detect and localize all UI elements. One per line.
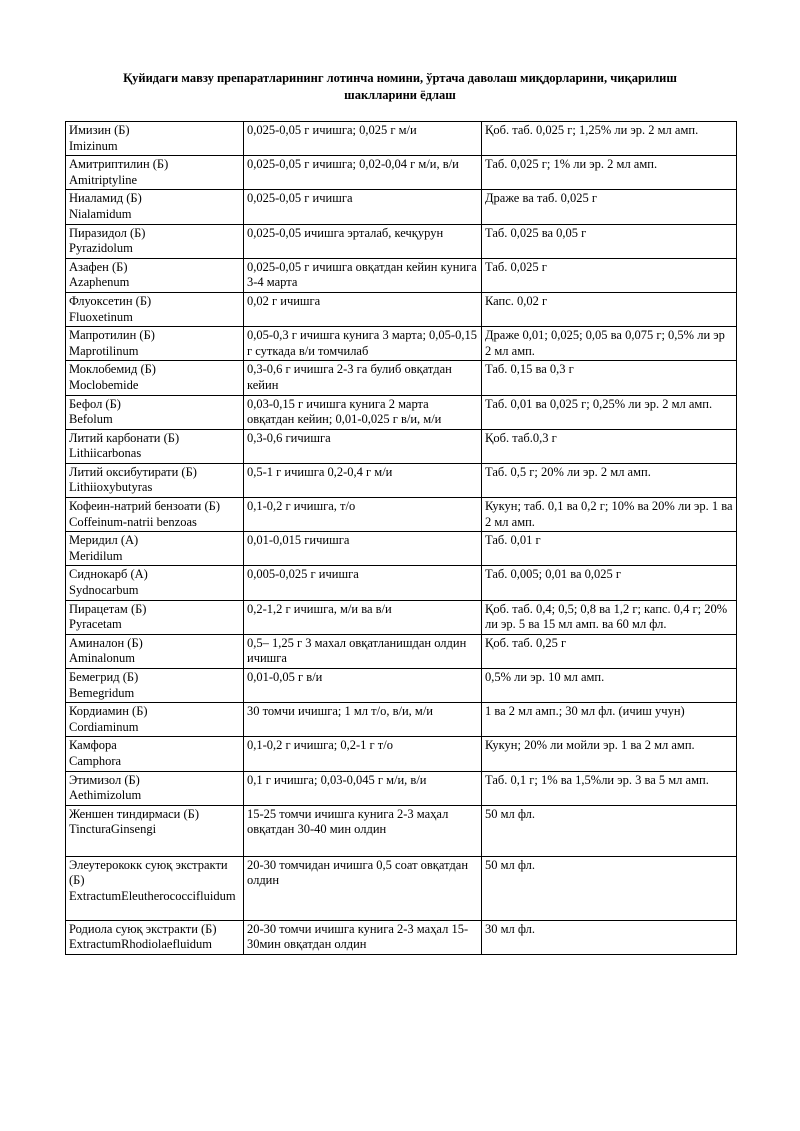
- drug-name: Бемегрид (Б): [69, 670, 139, 684]
- form-cell: Кукун; 20% ли мойли эр. 1 ва 2 мл амп.: [482, 737, 737, 771]
- dose-cell: 0,025-0,05 г ичишга овқатдан кейин кунига 3-4 марта: [244, 258, 482, 292]
- drug-name-cell: [66, 292, 244, 326]
- form-cell: Таб. 0,025 ва 0,05 г: [482, 224, 737, 258]
- drug-latin-name: Pyracetam: [69, 617, 122, 632]
- dose-cell: 0,025-0,05 г ичишга; 0,025 г м/и: [244, 122, 482, 156]
- table-row: [66, 292, 737, 326]
- dose-cell: 0,3-0,6 гичишга: [244, 429, 482, 463]
- table-row: [66, 463, 737, 497]
- dose-cell: 20-30 томчи ичишга кунига 2-3 маҳал 15-30мин овқатдан олдин: [244, 920, 482, 954]
- dose-cell: 0,01-0,015 гичишга: [244, 532, 482, 566]
- drug-name: Бефол (Б): [69, 396, 121, 411]
- dose-cell: 0,05-0,3 г ичишга кунига 3 марта; 0,05-0,15 г суткада в/и томчилаб: [244, 327, 482, 361]
- dose-cell: 0,1 г ичишга; 0,03-0,045 г м/и, в/и: [244, 771, 482, 805]
- drug-latin-name: Bemegridum: [69, 685, 135, 700]
- table-row: [66, 395, 737, 429]
- drug-latin-name: Azaphenum: [69, 275, 130, 290]
- drug-name-cell: [66, 771, 244, 805]
- drug-name-cell: [66, 600, 244, 634]
- drug-latin-name: Maprotilinum: [69, 343, 139, 358]
- drug-name-cell: [66, 805, 244, 856]
- table-row: [66, 669, 737, 703]
- drug-name: Камфора: [69, 738, 117, 753]
- drug-name-cell: [66, 361, 244, 395]
- drug-name: Родиола суюқ экстракти (Б): [69, 921, 217, 936]
- form-cell: Қоб. таб. 0,4; 0,5; 0,8 ва 1,2 г; капс. 0,4 г; 20% ли эр. 5 ва 15 мл амп. ва 60 мл фл.: [482, 600, 737, 634]
- drug-name-cell: [66, 634, 244, 668]
- drug-name: Кордиамин (Б): [69, 704, 148, 719]
- drug-latin-name: ExtractumEleutherococcifluidum: [69, 888, 236, 903]
- table-row: [66, 737, 737, 771]
- drug-latin-name: Lithiicarbonas: [69, 446, 142, 461]
- form-cell: Кукун; таб. 0,1 ва 0,2 г; 10% ва 20% ли эр. 1 ва 2 мл амп.: [482, 498, 737, 532]
- dose-cell: 0,03-0,15 г ичишга кунига 2 марта овқатдан кейин; 0,01-0,025 г в/и, м/и: [244, 395, 482, 429]
- drug-name: Амитриптилин (Б): [69, 157, 169, 172]
- drug-name: Литий карбонати (Б): [69, 430, 180, 445]
- drug-latin-name: Camphora: [69, 753, 122, 768]
- table-row: [66, 600, 737, 634]
- form-cell: 50 мл фл.: [482, 805, 737, 856]
- drug-name-cell: [66, 703, 244, 737]
- table-row: [66, 122, 737, 156]
- table-row: [66, 327, 737, 361]
- drug-latin-name: Pyrazidolum: [69, 241, 133, 256]
- table-row: [66, 856, 737, 920]
- drug-name: Пиразидол (Б): [69, 225, 146, 240]
- table-row: [66, 190, 737, 224]
- drug-name-cell: [66, 156, 244, 190]
- form-cell: Драже 0,01; 0,025; 0,05 ва 0,075 г; 0,5% ли эр 2 мл амп.: [482, 327, 737, 361]
- table-row: [66, 156, 737, 190]
- drug-latin-name: Fluoxetinum: [69, 309, 133, 324]
- form-cell: Драже ва таб. 0,025 г: [482, 190, 737, 224]
- drug-name: Имизин (Б): [69, 123, 130, 137]
- form-cell: Қоб. таб. 0,025 г; 1,25% ли эр. 2 мл амп.: [482, 122, 737, 156]
- drug-name-cell: [66, 395, 244, 429]
- dose-cell: 0,2-1,2 г ичишга, м/и ва в/и: [244, 600, 482, 634]
- dose-cell: 0,025-0,05 ичишга эрталаб, кечқурун: [244, 224, 482, 258]
- drug-name: Ниаламид (Б): [69, 191, 142, 206]
- form-cell: 30 мл фл.: [482, 920, 737, 954]
- dose-cell: 0,025-0,05 г ичишга: [244, 190, 482, 224]
- dose-cell: 0,005-0,025 г ичишга: [244, 566, 482, 600]
- drug-name-cell: [66, 737, 244, 771]
- drug-name-cell: [66, 429, 244, 463]
- drug-latin-name: Moclobemide: [69, 377, 139, 392]
- drug-latin-name: Lithiioxybutyras: [69, 480, 153, 495]
- dose-cell: 0,3-0,6 г ичишга 2-3 га булиб овқатдан кейин: [244, 361, 482, 395]
- form-cell: Таб. 0,15 ва 0,3 г: [482, 361, 737, 395]
- table-row: [66, 361, 737, 395]
- form-cell: Таб. 0,005; 0,01 ва 0,025 г: [482, 566, 737, 600]
- drug-name-cell: [66, 258, 244, 292]
- drug-name: Флуоксетин (Б): [69, 293, 152, 308]
- form-cell: Қоб. таб. 0,25 г: [482, 634, 737, 668]
- drug-name-cell: [66, 122, 244, 156]
- drug-name-cell: [66, 566, 244, 600]
- drug-name: Меридил (А): [69, 533, 139, 548]
- drug-name: Аминалон (Б): [69, 635, 143, 650]
- table-row: [66, 429, 737, 463]
- drug-latin-name: Aethimizolum: [69, 788, 142, 803]
- form-cell: Таб. 0,025 г; 1% ли эр. 2 мл амп.: [482, 156, 737, 190]
- drug-latin-name: ExtractumRhodiolaefluidum: [69, 937, 213, 952]
- form-cell: 50 мл фл.: [482, 856, 737, 920]
- table-row: [66, 703, 737, 737]
- page-title: Қуйидаги мавзу препаратларининг лотинча номини, ўртача даволаш миқдорларини, чиқарилиш шаклларини ёдлаш: [123, 71, 677, 102]
- drug-name: Азафен (Б): [69, 259, 128, 274]
- drug-name: Литий оксибутирати (Б): [69, 464, 197, 479]
- table-row: [66, 258, 737, 292]
- drug-name: Женшен тиндирмаси (Б): [69, 806, 199, 821]
- form-cell: Таб. 0,5 г; 20% ли эр. 2 мл амп.: [482, 463, 737, 497]
- drug-latin-name: Sydnocarbum: [69, 583, 139, 598]
- drug-latin-name: Cordiaminum: [69, 719, 139, 734]
- drug-latin-name: Aminalonum: [69, 651, 135, 666]
- dose-cell: 0,02 г ичишга: [244, 292, 482, 326]
- drug-name-cell: [66, 498, 244, 532]
- drug-latin-name: Amitriptyline: [69, 172, 138, 187]
- dose-cell: 0,5-1 г ичишга 0,2-0,4 г м/и: [244, 463, 482, 497]
- form-cell: 0,5% ли эр. 10 мл амп.: [482, 669, 737, 703]
- drug-name: Элеутерококк суюқ экстракти (Б): [69, 857, 228, 888]
- dose-cell: 0,01-0,05 г в/и: [244, 669, 482, 703]
- drug-latin-name: Nialamidum: [69, 206, 132, 221]
- drug-name-cell: [66, 669, 244, 703]
- table-row: [66, 532, 737, 566]
- drug-name-cell: [66, 327, 244, 361]
- table-row: [66, 566, 737, 600]
- drug-name: Сиднокарб (А): [69, 567, 148, 582]
- dose-cell: 0,1-0,2 г ичишга; 0,2-1 г т/о: [244, 737, 482, 771]
- dose-cell: 20-30 томчидан ичишга 0,5 соат овқатдан олдин: [244, 856, 482, 920]
- dose-cell: 15-25 томчи ичишга кунига 2-3 маҳал овқатдан 30-40 мин олдин: [244, 805, 482, 856]
- dose-cell: 0,1-0,2 г ичишга, т/о: [244, 498, 482, 532]
- drug-name: Этимизол (Б): [69, 772, 140, 787]
- dose-cell: 30 томчи ичишга; 1 мл т/о, в/и, м/и: [244, 703, 482, 737]
- drug-latin-name: Coffeinum-natrii benzoas: [69, 514, 197, 529]
- dose-cell: 0,5– 1,25 г 3 махал овқатланишдан олдин ичишга: [244, 634, 482, 668]
- drug-name-cell: [66, 532, 244, 566]
- drug-name: Пирацетам (Б): [69, 601, 147, 616]
- drug-name-cell: [66, 856, 244, 920]
- drug-name: Мапротилин (Б): [69, 328, 155, 343]
- table-row: [66, 805, 737, 856]
- drug-name: Моклобемид (Б): [69, 362, 156, 377]
- form-cell: Капс. 0,02 г: [482, 292, 737, 326]
- drug-name-cell: [66, 920, 244, 954]
- drug-latin-name: Befolum: [69, 412, 113, 427]
- form-cell: 1 ва 2 мл амп.; 30 мл фл. (ичиш учун): [482, 703, 737, 737]
- drug-latin-name: Meridilum: [69, 548, 123, 563]
- table-row: [66, 224, 737, 258]
- dose-cell: 0,025-0,05 г ичишга; 0,02-0,04 г м/и, в/и: [244, 156, 482, 190]
- table-row: [66, 771, 737, 805]
- table-row: [66, 634, 737, 668]
- form-cell: Таб. 0,01 г: [482, 532, 737, 566]
- drug-name-cell: [66, 224, 244, 258]
- form-cell: Таб. 0,025 г: [482, 258, 737, 292]
- drug-name-cell: [66, 463, 244, 497]
- table-row: [66, 920, 737, 954]
- form-cell: Таб. 0,01 ва 0,025 г; 0,25% ли эр. 2 мл амп.: [482, 395, 737, 429]
- drug-latin-name: Imizinum: [69, 138, 118, 153]
- drug-name: Кофеин-натрий бензоати (Б): [69, 499, 220, 514]
- table-row: [66, 498, 737, 532]
- drug-table: [65, 121, 737, 955]
- form-cell: Таб. 0,1 г; 1% ва 1,5%ли эр. 3 ва 5 мл амп.: [482, 771, 737, 805]
- drug-name-cell: [66, 190, 244, 224]
- drug-latin-name: TincturaGinsengi: [69, 822, 157, 837]
- form-cell: Қоб. таб.0,3 г: [482, 429, 737, 463]
